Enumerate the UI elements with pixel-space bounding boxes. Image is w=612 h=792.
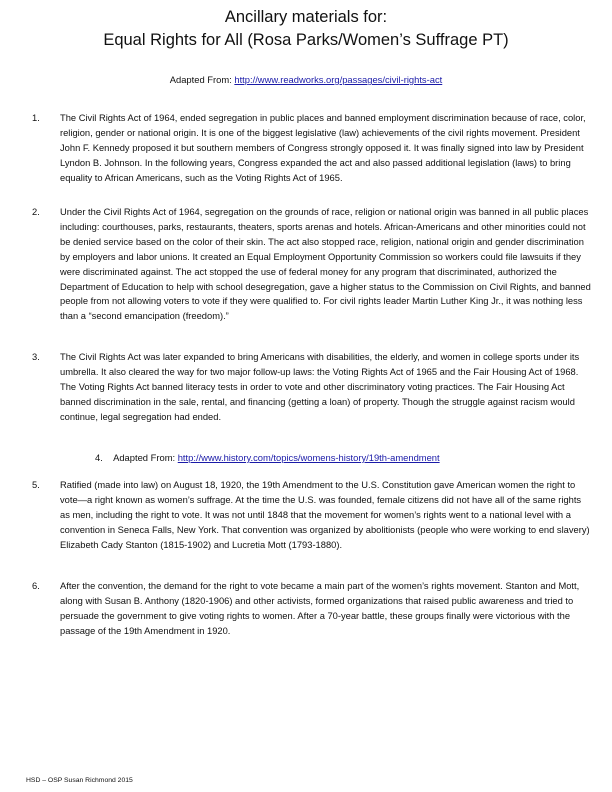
list-item-6 [32,579,592,639]
item-number: 1. [32,113,40,123]
item-text: The Civil Rights Act of 1964, ended segregation in public places and banned employment discrimination because of race, color, religion, gender or national origin. It is one of the biggest legislative (law) achievements of the civil rights movement. President John F. Kennedy proposed it but southern members of Congress strongly opposed it. It was finally signed into law by President Lyndon B. Johnson. In the following years, Congress expanded the act and also passed additional legislation (laws) to bring equality to African Americans, such as the Voting Rights Act of 1965. [60,113,586,183]
item-text: The Civil Rights Act was later expanded to bring Americans with disabilities, the elderly, and women in college sports under its umbrella. It also cleared the way for two major follow-up laws: the Voting Rights Act of 1965 and the Fair Housing Act of 1968. The Voting Rights Act banned literacy tests in order to vote and other discriminatory voting practices. The Fair Housing Act banned discrimination in the sale, rental, and financing (getting a loan) of property. Though the struggle against racism would continue, legal segregation had ended. [60,352,580,422]
item-number: 5. [32,480,40,490]
list-item-5 [32,478,592,553]
item-number: 6. [32,581,40,591]
document-title [0,6,612,52]
source-prefix: Adapted From: [113,452,176,463]
source-prefix: Adapted From: [169,74,232,85]
title-line-2: Equal Rights for All (Rosa Parks/Women’s Suffrage PT) [103,31,509,49]
source-citation-1 [0,74,612,86]
item-text: After the convention, the demand for the right to vote became a main part of the women’s rights movement. Stanton and Mott, along with Susan B. Anthony (1820-1906) and other activists, formed organizations that raised public awareness and tried to persuade the government to give voting rights to women. After a 70-year battle, these groups finally were victorious with the passage of the 19th Amendment in 1920. [60,581,580,636]
page-footer: HSD – OSP Susan Richmond 2015 [26,777,133,784]
item-number: 4. [95,452,103,463]
title-line-1: Ancillary materials for: [224,8,388,26]
item-number: 2. [32,207,40,217]
list-item-3 [32,350,592,425]
source-link-readworks[interactable]: http://www.readworks.org/passages/civil-rights-act [234,74,443,85]
item-text: Under the Civil Rights Act of 1964, segregation on the grounds of race, religion or national origin was banned in all public places including: courthouses, parks, restaurants, theaters, sports arenas and hotels. African-Americans and other minorities could not be denied service based on the color of their skin. The act also stopped race, religion, national origin and gender discrimination by employers and labor unions. It created an Equal Employment Opportunity Commission so workers could file lawsuits if they were discriminated against. The act stopped the use of federal money for any program that discriminated, authorized the Department of Education to help with school desegregation, gave a higher status to the Commission on Civil Rights, and banned people from not allowing voters to vote if they were qualified to. For civil rights leader Martin Luther King Jr., it was nothing less than a “second emancipation (freedom).” [60,207,591,322]
list-item-1 [32,111,592,186]
source-citation-2 [95,452,440,464]
list-item-2 [32,205,592,324]
item-number: 3. [32,352,40,362]
source-link-history[interactable]: http://www.history.com/topics/womens-history/19th-amendment [177,452,440,463]
item-text: Ratified (made into law) on August 18, 1920, the 19th Amendment to the U.S. Constitution gave American women the right to vote—a right known as women’s suffrage. At the time the U.S. was founded, female citizens did not have all of the same rights as men, including the right to vote. It was not until 1848 that the movement for women’s rights went to a national level with a convention in Seneca Falls, New York. That convention was organized by abolitionists (people who were working to end slavery) Elizabeth Cady Stanton (1815-1902) and Lucretia Mott (1793-1880). [60,480,590,550]
